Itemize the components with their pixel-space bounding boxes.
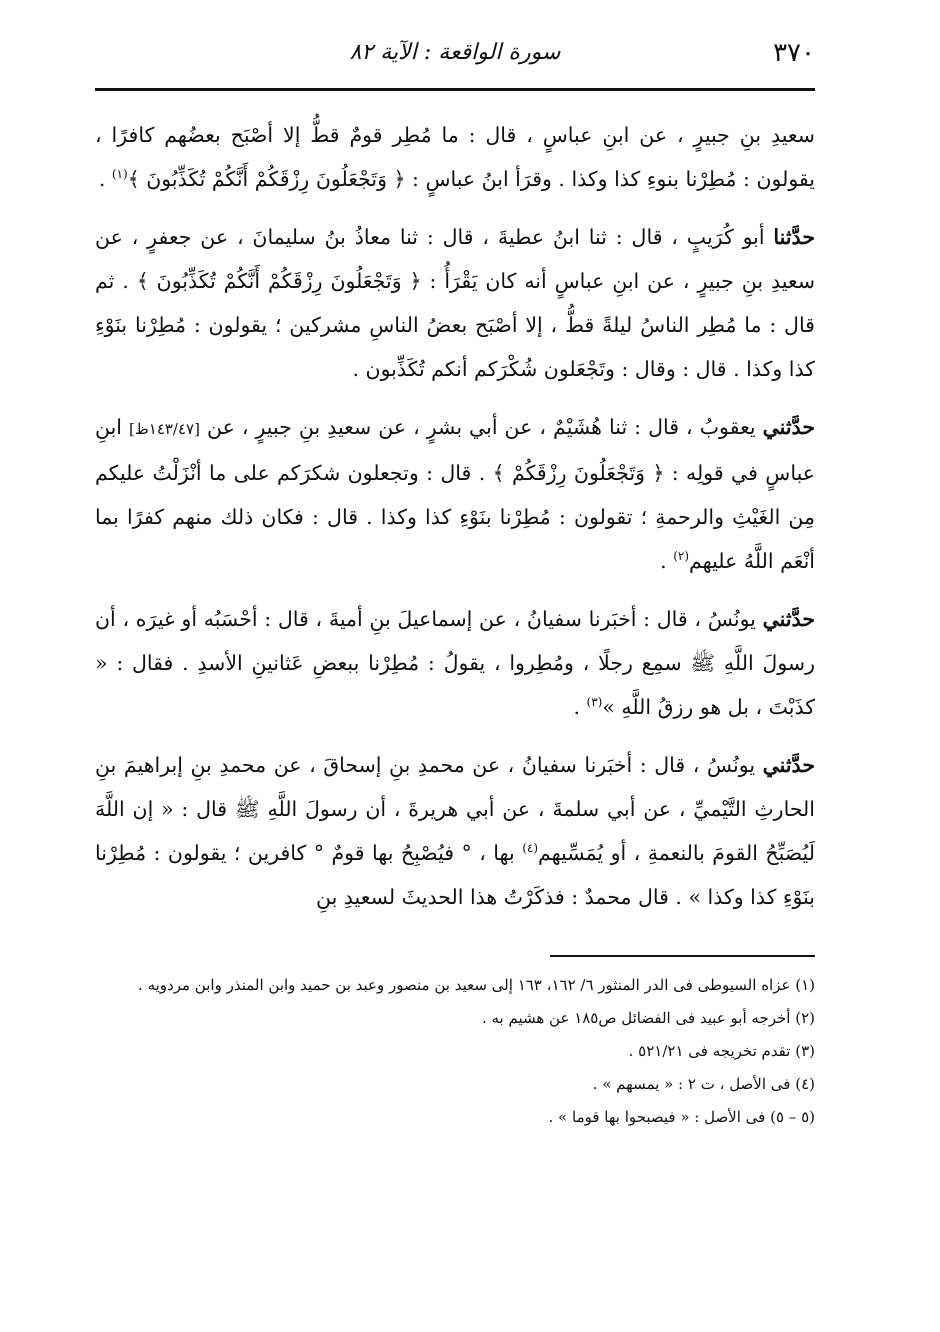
footnote-rule bbox=[550, 955, 815, 957]
footnote-3: (٣) تقدم تخريجه فى ٥٢١/٢١ . bbox=[628, 1042, 815, 1060]
footnotes bbox=[95, 969, 815, 1134]
narration-lead: حدَّثنا bbox=[773, 225, 815, 249]
page-number: ٣٧٠ bbox=[773, 38, 815, 68]
narration-lead: حدَّثني bbox=[762, 753, 815, 777]
main-text bbox=[95, 113, 815, 919]
paragraph-text: يونُسُ ، قال : أخبَرنا سفيانُ ، عن محمدِ بنِ إسحاقَ ، عن محمدِ بنِ إبراهيمَ بنِ الحارثِ التَّيْميِّ ، عن أبي سلمةَ ، عن أبي هريرةَ ، أن رسولَ اللَّهِ ﷺ قال : « إن اللَّهَ لَيُصَبِّحُ القومَ بالنعمةِ ، أو يُمَسِّيهم bbox=[95, 753, 815, 865]
footnote-5: (٥ – ٥) فى الأصل : « فيصبحوا بها قوما » . bbox=[548, 1108, 815, 1126]
footnote-1: (١) عزاه السيوطى فى الدر المنثور ٦/ ١٦٢، ١٦٣ إلى سعيد بن منصور وعبد بن حميد وابن المنذر وابن مردويه . bbox=[138, 976, 815, 994]
paragraph-5 bbox=[95, 743, 815, 919]
paragraph-1 bbox=[95, 113, 815, 201]
paragraph-tail: . bbox=[573, 695, 587, 719]
footnote-ref: (٤) bbox=[522, 841, 539, 856]
paragraph-text: أبو كُرَيبٍ ، قال : ثنا ابنُ عطيةَ ، قال : ثنا معاذُ بنُ سليمانَ ، عن جعفرٍ ، عن سعيدِ بنِ جبيرٍ ، عن ابنِ عباسٍ أنه كان يَقْرَأُ : ﴿ وَتَجْعَلُونَ رِزْقَكُمْ أَنَّكُمْ تُكَذِّبُونَ ﴾ . ثم قال : ما مُطِر الناسُ ليلةً قطُّ ، إلا أصْبَح بعضُ الناسِ مشركين ؛ يقولون : مُطِرْنا بنَوْءِ كذا وكذا . قال : وقال : وتَجْعَلون شُكْرَكم أنكم تُكَذِّبون . bbox=[95, 225, 815, 381]
paragraph-text: يعقوبُ ، قال : ثنا هُشَيْمٌ ، عن أبي بشرٍ ، عن سعيدِ بنِ جبيرٍ ، عن bbox=[199, 415, 763, 439]
surah-title: سورة الواقعة : الآية ٨٢ bbox=[349, 40, 561, 65]
paragraph-tail: . bbox=[660, 549, 674, 573]
header-rule bbox=[95, 88, 815, 91]
paragraph-text: سعيدِ بنِ جبيرٍ ، عن ابنِ عباسٍ ، قال : ما مُطِر قومٌ قطُّ إلا أصْبَح بعضُهم كافرًا ، يقولون : مُطِرْنا بنوءِ كذا وكذا . وقرَأ ابنُ عباسٍ : ﴿ وَتَجْعَلُونَ رِزْقَكُمْ أَنَّكُمْ تُكَذِّبُونَ ﴾ bbox=[95, 123, 815, 191]
paragraph-tail: . bbox=[98, 167, 112, 191]
narration-lead: حدَّثني bbox=[762, 415, 815, 439]
paragraph-text-cont: ابنِ عباسٍ في قولِه : ﴿ وَتَجْعَلُونَ رِزْقَكُمْ ﴾ . قال : وتجعلون شكرَكم على ما أنْزَلْتُ عليكم مِن الغَيْثِ والرحمةِ ؛ تقولون : مُطِرْنا بنَوْءِ كذا وكذا . قال : فكان ذلك منهم كفرًا بما أنْعَم اللَّهُ عليهم bbox=[95, 415, 815, 573]
paragraph-4 bbox=[95, 597, 815, 729]
footnote-4: (٤) فى الأصل ، ت ٢ : « يمسهم » . bbox=[592, 1075, 815, 1093]
footnote-2: (٢) أخرجه أبو عبيد فى الفضائل ص١٨٥ عن هشيم به . bbox=[481, 1009, 815, 1027]
narration-lead: حدَّثني bbox=[762, 607, 815, 631]
paragraph-text-cont: بها ، ° فيُصْبِحُ بها قومٌ ° كافرين ؛ يقولون : مُطِرْنا بنَوْءِ كذا وكذا » . قال محمدٌ : فذكَرْتُ هذا الحديثَ لسعيدِ بنِ bbox=[95, 841, 815, 909]
paragraph-3 bbox=[95, 405, 815, 583]
footnote-ref: (٣) bbox=[586, 695, 603, 710]
footnote-ref: (٢) bbox=[673, 549, 690, 564]
footnote-ref: (١) bbox=[111, 167, 128, 182]
running-header bbox=[95, 30, 815, 88]
book-page bbox=[95, 30, 815, 1134]
paragraph-2 bbox=[95, 215, 815, 391]
paragraph-text: يونُسُ ، قال : أخبَرنا سفيانُ ، عن إسماعيلَ بنِ أميةَ ، قال : أحْسَبُه أو غيرَه ، أن رسولَ اللَّهِ ﷺ سمِع رجلًا ، ومُطِروا ، يقولُ : مُطِرْنا ببعضِ عَثانينِ الأسدِ . فقال : « كذَبْتَ ، بل هو رزقُ اللَّهِ » bbox=[95, 607, 815, 719]
manuscript-folio-ref: [١٤٣/٤٧ظ] bbox=[129, 420, 200, 438]
